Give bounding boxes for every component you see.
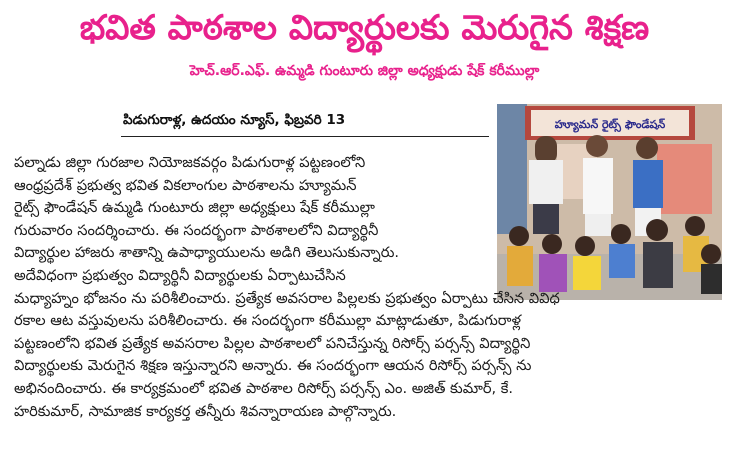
article-line: హరికుమార్, సామాజిక కార్యకర్త తన్నీరు శివన్నారాయణ పాల్గొన్నారు. bbox=[14, 402, 397, 420]
photo-banner-text: హ్యూమన్ రైట్స్ ఫౌండేషన్ bbox=[554, 118, 666, 131]
article-body bbox=[14, 152, 724, 423]
article-line: అదేవిధంగా ప్రభుత్వం విద్యార్థినీ విద్యార్థులకు ఏర్పాటుచేసిన bbox=[14, 266, 346, 284]
dateline: పిడుగురాళ్ల, ఉదయం న్యూస్, ఫిబ్రవరి 13 bbox=[123, 112, 346, 128]
article-line: విద్యార్థుల హాజరు శాతాన్ని ఉపాధ్యాయులను అడిగి తెలుసుకున్నారు. bbox=[14, 244, 400, 262]
article-line: విద్యార్థులకు మెరుగైన శిక్షణ ఇస్తున్నారని అన్నారు. ఈ సందర్భంగా ఆయన రిసోర్స్ పర్సన్స్ ను bbox=[14, 357, 532, 375]
article-line: మధ్యాహ్నం భోజనం ను పరిశీలించారు. ప్రత్యేక అవసరాల పిల్లలకు ప్రభుత్వం ఏర్పాటు చేసిన వివిధ bbox=[14, 289, 560, 307]
article-line: గురువారం సందర్శించారు. ఈ సందర్భంగా పాఠశాలలోని విద్యార్థినీ bbox=[14, 221, 379, 239]
dateline-divider bbox=[121, 136, 489, 137]
article-line: రకాల ఆట వస్తువులను పరిశీలించారు. ఈ సందర్భంగా కరీముల్లా మాట్లాడుతూ, పిడుగురాళ్ల bbox=[14, 312, 522, 330]
article-line: పట్టణంలోని భవిత ప్రత్యేక అవసరాల పిల్లల పాఠశాలలో పనిచేస్తున్న రిసోర్స్ పర్సన్స్ విద్యార్థిని bbox=[14, 334, 531, 352]
headline: భవిత పాఠశాల విద్యార్థులకు మెరుగైన శిక్షణ bbox=[79, 8, 650, 48]
article-line: రైట్స్ ఫౌండేషన్ ఉమ్మడి గుంటూరు జిల్లా అధ్యక్షులు షేక్ కరీముల్లా bbox=[14, 199, 375, 217]
article-line: ఆంధ్రప్రదేశ్ ప్రభుత్వ భవిత వికలాంగుల పాఠశాలను హ్యూమన్ bbox=[14, 176, 357, 194]
subheadline: హెచ్.ఆర్.ఎఫ్. ఉమ్మడి గుంటూరు జిల్లా అధ్యక్షుడు షేక్ కరీముల్లా bbox=[189, 63, 540, 79]
article-line: పల్నాడు జిల్లా గురజాల నియోజకవర్గం పిడుగురాళ్ల పట్టణంలోని bbox=[14, 154, 366, 171]
article-line: అభినందించారు. ఈ కార్యక్రమంలో భవిత పాఠశాల రిసోర్స్ పర్సన్స్ ఎం. అజిత్ కుమార్, కే. bbox=[14, 379, 514, 397]
